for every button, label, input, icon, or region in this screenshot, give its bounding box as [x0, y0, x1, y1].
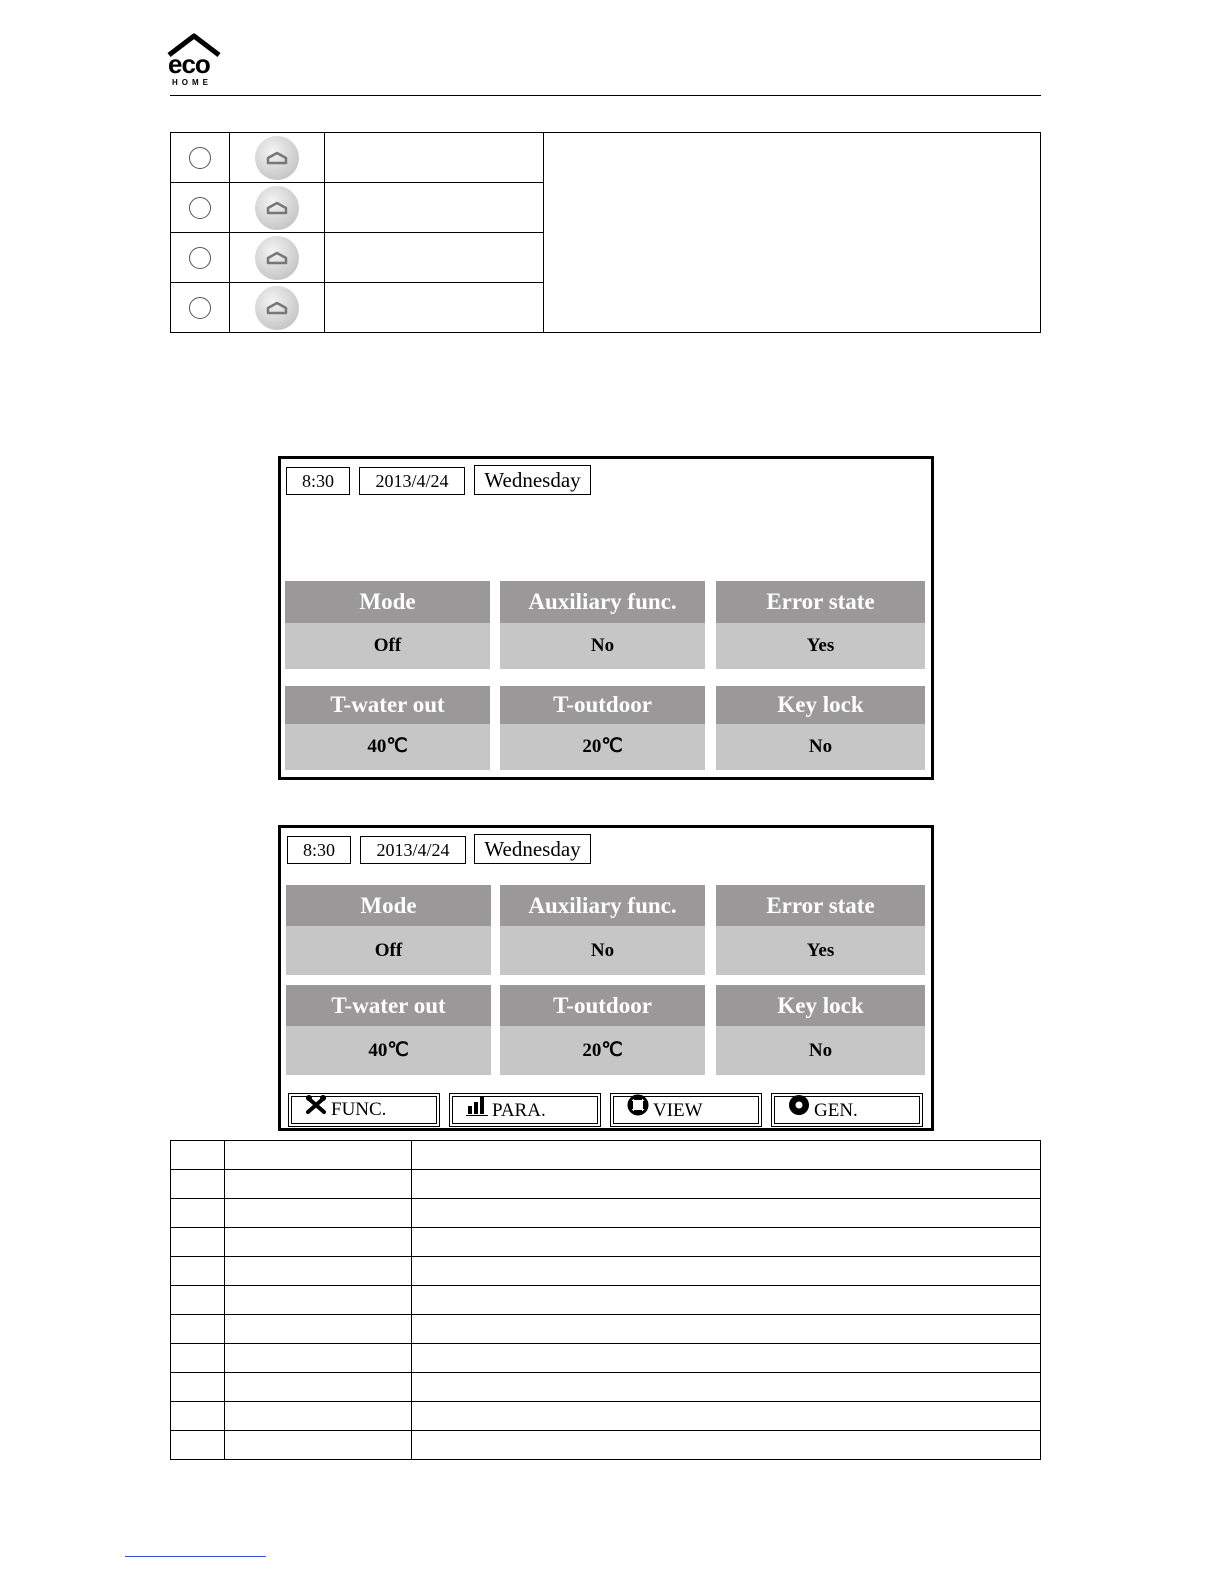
- circle-number: [189, 147, 211, 169]
- tile-label: Mode: [286, 885, 491, 926]
- tab-para[interactable]: [449, 1093, 601, 1127]
- table-row: [171, 1373, 1041, 1402]
- tile-mode[interactable]: [285, 581, 490, 669]
- table-row: [171, 1228, 1041, 1257]
- tile-value: No: [808, 736, 833, 757]
- view-icon: [625, 1094, 651, 1127]
- tile-value: 20℃: [582, 736, 623, 757]
- key-button-icon: [255, 136, 299, 180]
- tile-t-water-out[interactable]: [286, 985, 491, 1075]
- key-button-icon: [255, 286, 299, 330]
- circle-number: [189, 197, 211, 219]
- table-row: [171, 1431, 1041, 1460]
- tile-auxiliary-func[interactable]: [500, 581, 705, 669]
- tile-label: Auxiliary func.: [500, 581, 705, 623]
- tile-auxiliary-func[interactable]: [500, 885, 705, 975]
- tile-label: T-outdoor: [500, 686, 705, 724]
- tab-label: VIEW: [653, 1100, 703, 1121]
- bar-chart-icon: [464, 1094, 490, 1127]
- tile-label: Error state: [716, 885, 925, 926]
- weekday-box: Wednesday: [474, 465, 591, 495]
- parameter-table: [170, 1140, 1041, 1460]
- main-screen-with-menu: [278, 825, 934, 1131]
- tile-label: Error state: [716, 581, 925, 623]
- tile-value: Yes: [806, 940, 835, 961]
- tile-key-lock[interactable]: [716, 686, 925, 770]
- table-row: [171, 1170, 1041, 1199]
- table-row: [171, 1344, 1041, 1373]
- main-screen-preview: [278, 456, 934, 780]
- circle-number: [189, 297, 211, 319]
- table-row: [171, 1257, 1041, 1286]
- button-name-cell: [325, 183, 544, 233]
- tile-value: 40℃: [368, 1040, 409, 1061]
- table-row: [171, 133, 1041, 183]
- tile-label: T-water out: [285, 686, 490, 724]
- tile-mode[interactable]: [286, 885, 491, 975]
- table-row: [171, 1286, 1041, 1315]
- tab-label: GEN.: [814, 1100, 858, 1121]
- tile-label: T-water out: [286, 985, 491, 1026]
- button-description-cell: [544, 133, 1041, 333]
- tile-value: 20℃: [582, 1040, 623, 1061]
- button-name-cell: [325, 233, 544, 283]
- tile-label: Auxiliary func.: [500, 885, 705, 926]
- button-name-cell: [325, 133, 544, 183]
- button-name-cell: [325, 283, 544, 333]
- tile-value: Yes: [806, 635, 835, 656]
- key-button-icon: [255, 186, 299, 230]
- tile-value: Off: [373, 635, 402, 656]
- tile-label: Key lock: [716, 985, 925, 1026]
- table-row: [171, 1141, 1041, 1170]
- tile-key-lock[interactable]: [716, 985, 925, 1075]
- gear-icon: [786, 1094, 812, 1127]
- tile-value: No: [590, 940, 615, 961]
- table-row: [171, 1402, 1041, 1431]
- tile-value: 40℃: [367, 736, 408, 757]
- tile-error-state[interactable]: [716, 581, 925, 669]
- date-box: 2013/4/24: [359, 467, 465, 495]
- table-row: [171, 1315, 1041, 1344]
- time-box: 8:30: [286, 467, 350, 495]
- tile-error-state[interactable]: [716, 885, 925, 975]
- wrench-icon: [303, 1094, 329, 1126]
- tile-t-outdoor[interactable]: [500, 686, 705, 770]
- tile-t-water-out[interactable]: [285, 686, 490, 770]
- eco-home-logo: [166, 33, 224, 89]
- tab-func[interactable]: [288, 1093, 440, 1127]
- tile-value: No: [590, 635, 615, 656]
- footer-link-underline[interactable]: [125, 1556, 266, 1557]
- date-box: 2013/4/24: [360, 836, 466, 864]
- tile-t-outdoor[interactable]: [500, 985, 705, 1075]
- key-button-icon: [255, 236, 299, 280]
- tile-label: Key lock: [716, 686, 925, 724]
- time-box: 8:30: [287, 836, 351, 864]
- tile-value: Off: [374, 940, 403, 961]
- weekday-box: Wednesday: [474, 834, 591, 864]
- tab-gen[interactable]: [771, 1093, 923, 1127]
- tile-value: No: [808, 1040, 833, 1061]
- tile-label: T-outdoor: [500, 985, 705, 1026]
- button-table: [170, 132, 1041, 333]
- tile-label: Mode: [285, 581, 490, 623]
- circle-number: [189, 247, 211, 269]
- logo-word: eco: [168, 49, 210, 79]
- tab-view[interactable]: [610, 1093, 762, 1127]
- tab-label: PARA.: [492, 1100, 546, 1121]
- tab-label: FUNC.: [331, 1099, 387, 1120]
- logo-sub: HOME: [172, 78, 212, 87]
- table-row: [171, 1199, 1041, 1228]
- header-rule: [170, 95, 1041, 96]
